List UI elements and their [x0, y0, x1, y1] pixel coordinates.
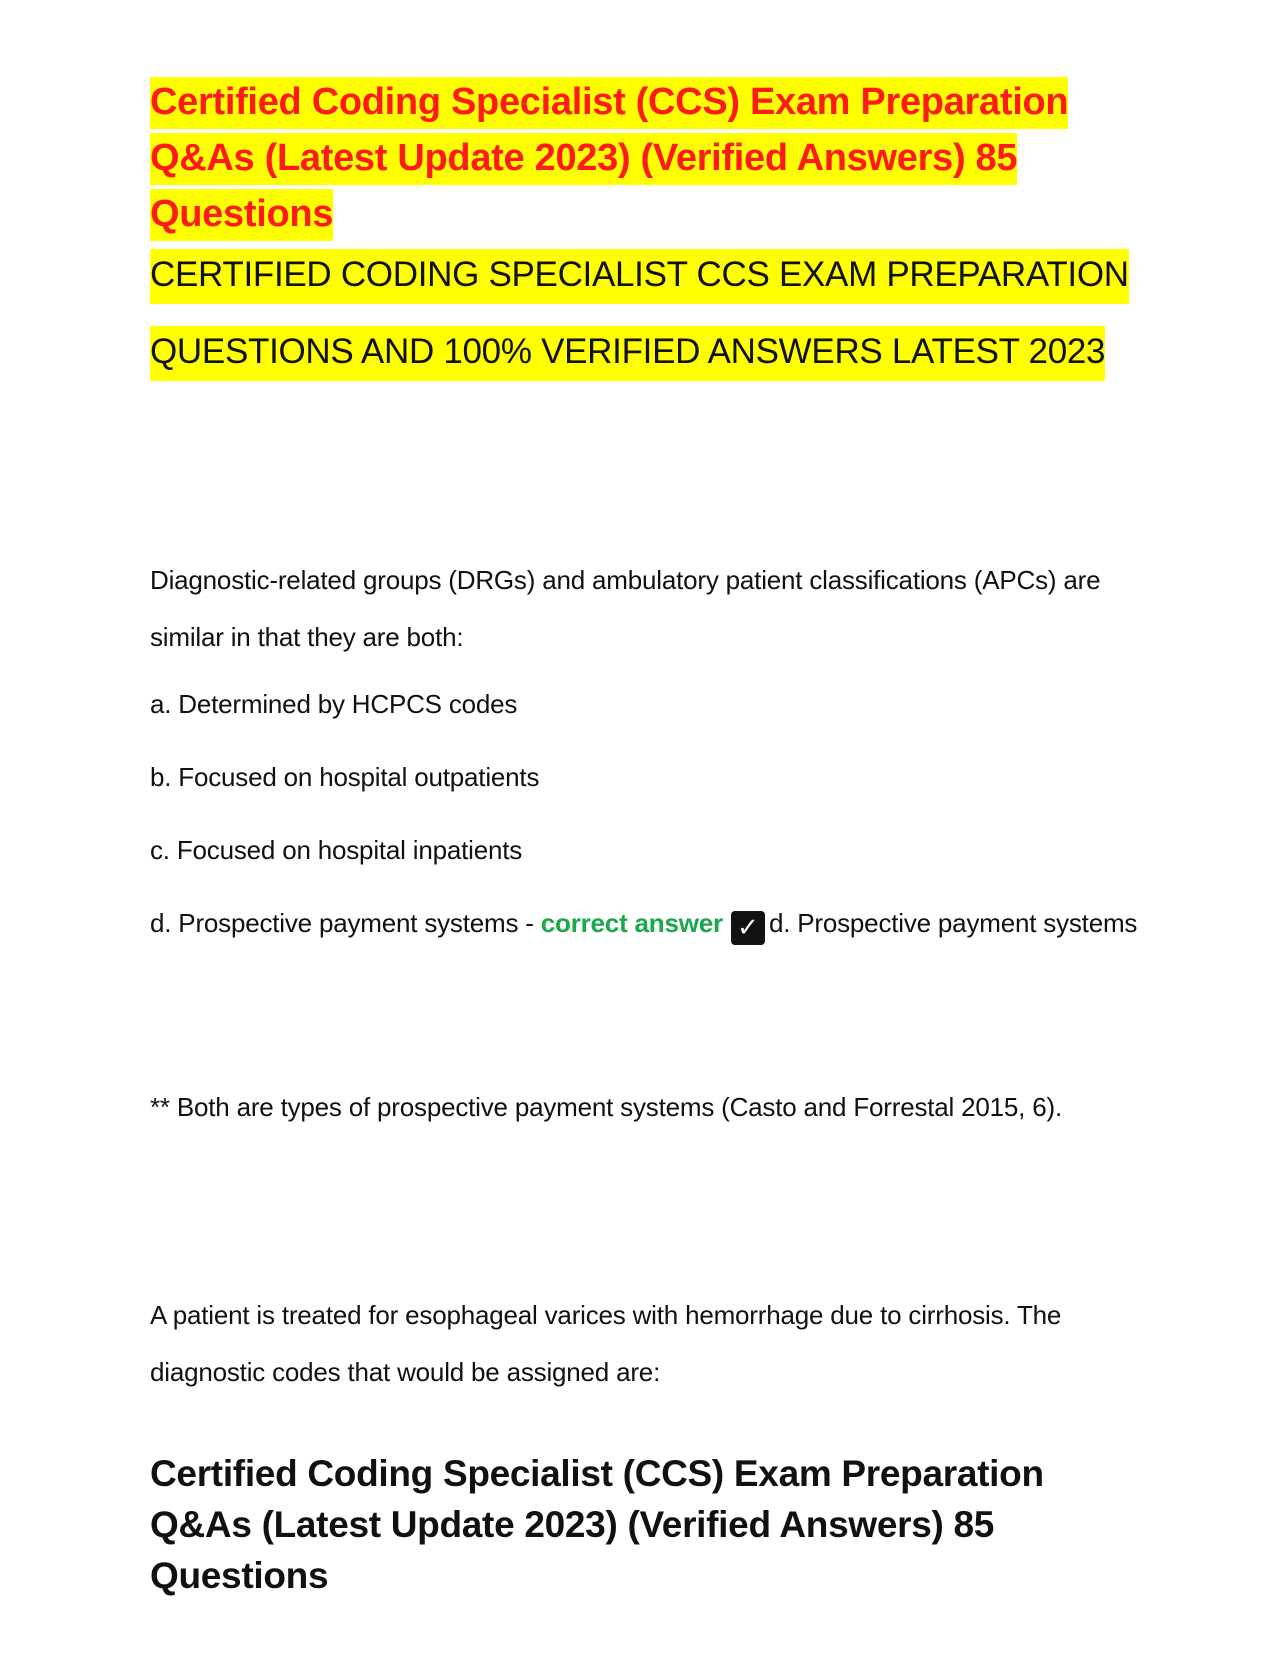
question-2 [150, 1287, 1140, 1401]
correct-answer-label: correct answer [540, 908, 723, 938]
question-1 [150, 552, 1140, 952]
rationale-text: ** Both are types of prospective payment systems (Casto and Forrestal 2015, 6). [150, 1092, 1062, 1122]
question-1-option-d [150, 895, 1140, 952]
subtitle-line-1: CERTIFIED CODING SPECIALIST CCS EXAM PREPARATION [150, 249, 1129, 304]
checkmark-icon: ✓ [731, 911, 765, 945]
document-title-highlight: Certified Coding Specialist (CCS) Exam Preparation Q&As (Latest Update 2023) (Verified Answers) 85 Questions [150, 77, 1068, 241]
question-1-stem: Diagnostic-related groups (DRGs) and ambulatory patient classifications (APCs) are similar in that they are both: [150, 565, 1101, 652]
document-subtitle [150, 236, 1140, 390]
document-page [150, 74, 1140, 1596]
question-1-option-b: b. Focused on hospital outpatients [150, 762, 540, 792]
document-title [150, 74, 1140, 242]
question-1-option-c: c. Focused on hospital inpatients [150, 835, 523, 865]
subtitle-line-2: QUESTIONS AND 100% VERIFIED ANSWERS LATEST 2023 [150, 326, 1105, 381]
correct-answer-text: d. Prospective payment systems [768, 908, 1138, 938]
question-1-rationale [150, 1079, 1140, 1136]
option-d-prefix: d. Prospective payment systems - [150, 908, 541, 938]
question-2-stem: A patient is treated for esophageal varices with hemorrhage due to cirrhosis. The diagnostic codes that would be assigned are: [150, 1300, 1062, 1387]
question-1-option-a: a. Determined by HCPCS codes [150, 689, 518, 719]
footer-title: Certified Coding Specialist (CCS) Exam Preparation Q&As (Latest Update 2023) (Verified Answers) 85 Questions [150, 1453, 1044, 1596]
